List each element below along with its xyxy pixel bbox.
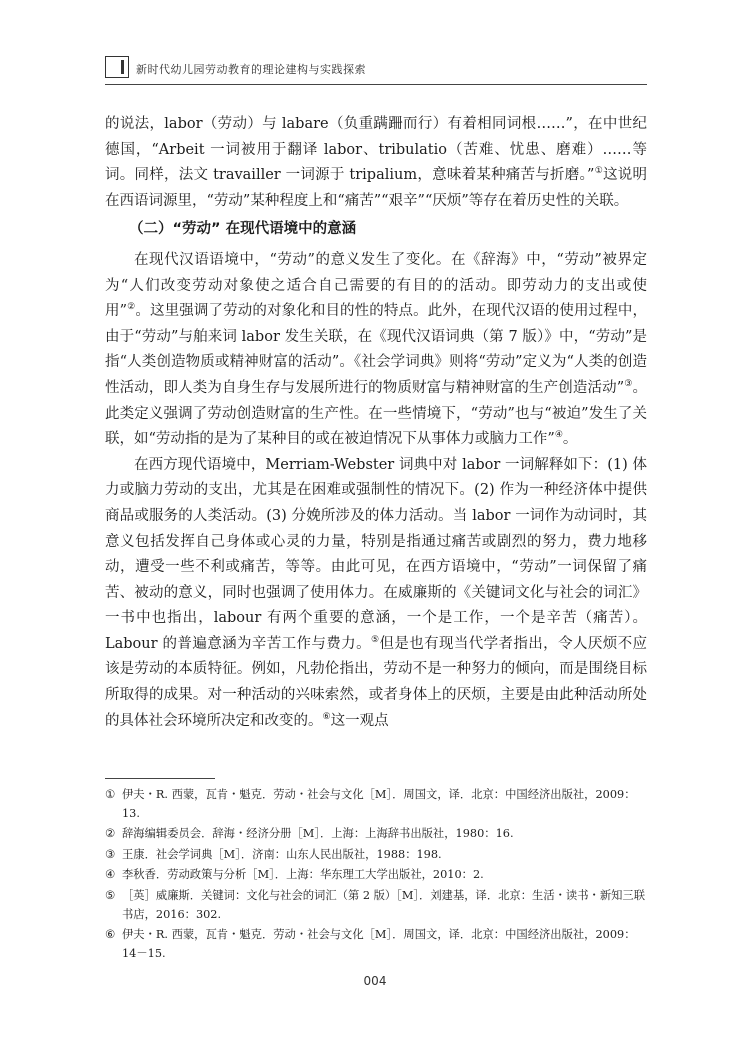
- paragraph-2-end: 。: [562, 431, 578, 448]
- footnote-text: 王康．社会学词典［M］．济南：山东人民出版社，1988：198.: [122, 847, 442, 861]
- paragraph-2-text-c: 。此类定义强调了劳动创造财富的生产性。在一些情境下，“劳动”也与“被迫”发生了关联，如“劳动指的是为了某种目的或在被迫情况下从事体力或脑力工作”: [105, 379, 647, 448]
- page-number: 004: [363, 974, 387, 988]
- footnote-mark: ⑥: [105, 928, 116, 942]
- footnotes: [105, 786, 647, 965]
- footnote-text: 伊夫・R. 西蒙，瓦肯・魁克．劳动・社会与文化［M］．周国文，译．北京：中国经济出版社，2009：14－15.: [122, 928, 636, 960]
- header-book-icon: [105, 56, 129, 78]
- paragraph-1: [105, 112, 647, 214]
- footnote-ref-2[interactable]: ②: [127, 302, 136, 313]
- footnote: [105, 926, 647, 963]
- footnote: [105, 866, 647, 885]
- footnote: [105, 825, 647, 844]
- paragraph-1-tail: 这说明在西语词源里，“劳动”某种程度上和“痛苦”“艰辛”“厌烦”等存在着历史性的关联。: [105, 167, 648, 209]
- footnote-text: 伊夫・R. 西蒙，瓦肯・魁克．劳动・社会与文化［M］．周国文，译．北京：中国经济出版社，2009：13.: [122, 788, 636, 820]
- footnote-ref-1[interactable]: ①: [594, 166, 604, 177]
- footnote-mark: ⑤: [105, 888, 116, 902]
- footnote-text: ［英］威廉斯．关键词：文化与社会的词汇（第 2 版）［M］．刘建基，译．北京：生活・读书・新知三联书店，2016：302.: [122, 888, 646, 921]
- paragraph-3-text-b: 但是也有现当代学者指出，令人厌烦不应该是劳动的本质特征。例如，凡勃伦指出，劳动不是一种努力的倾向，而是围绕目标所取得的成果。对一种活动的兴味索然，或者身体上的厌烦，主要是由此种活动所处的具体社会环境所决定和改变的。: [105, 635, 648, 729]
- footnote: [105, 846, 647, 865]
- header-divider: [105, 84, 647, 85]
- paragraph-2-text-a: 在现代汉语语境中，“劳动”的意义发生了变化。在《辞海》中，“劳动”被界定为“人们改变劳动对象使之适合自己需要的有目的的活动。即劳动力的支出或使用”: [105, 251, 647, 320]
- running-header-title: 新时代幼儿园劳动教育的理论建构与实践探索: [136, 63, 366, 76]
- paragraph-1-text: 的说法，labor（劳动）与 labare（负重蹒跚而行）有着相同词根……”，在中世纪德国，“Arbeit 一词被用于翻译 labor、tribulatio（苦难、忧患、磨难）……等词。同样，法文 travailler 一词源于 tripalium，意味着某种痛苦与折磨。”: [105, 116, 647, 184]
- paragraph-3-text-c: 这一观点: [330, 712, 389, 729]
- footnote-text: 辞海编辑委员会．辞海・经济分册［M］．上海：上海辞书出版社，1980：16.: [122, 827, 514, 841]
- paragraph-3-text-a: 在西方现代语境中，Merriam-Webster 词典中对 labor 一词解释如下：(1) 体力或脑力劳动的支出，尤其是在困难或强制性的情况下。(2) 作为一种经济体中提供商品或服务的人类活动。(3) 分娩所涉及的体力活动。当 labor 一词作为动词时，其意义包括发挥自己身体或心灵的力量，特别是指通过痛苦或剧烈的努力，费力地移动，遭受一些不利或痛苦，等等。由此可见，在西方语境中，“劳动”一词保留了痛苦、被动的意义，同时也强调了使用体力。在威廉斯的《关键词文化与社会的词汇》一书中也指出，labour 有两个重要的意涵，一个是工作，一个是辛苦（痛苦）。Labour 的普遍意涵为辛苦工作与费力。: [105, 456, 647, 652]
- footnote: [105, 887, 647, 924]
- paragraph-2-text-b: 。这里强调了劳动的对象化和目的性的特点。此外，在现代汉语的使用过程中，由于“劳动”与舶来词 labor 发生关联，在《现代汉语词典（第 7 版）》中，“劳动”是指“人类创造物质或精神财富的活动”。《社会学词典》则将“劳动”定义为“人类的创造性活动，即人类为自身生存与发展所进行的物质财富与精神财富的生产创造活动”: [105, 303, 647, 396]
- footnote-divider: [105, 778, 215, 779]
- section-heading: （二）“劳动” 在现代语境中的意涵: [129, 221, 357, 238]
- footnote-text: 李秋香．劳动政策与分析［M］．上海：华东理工大学出版社，2010：2.: [122, 868, 484, 882]
- paragraph-2: [105, 248, 647, 453]
- main-text: [105, 112, 647, 734]
- footnote-mark: ③: [105, 847, 116, 861]
- footnote-ref-4[interactable]: ④: [554, 430, 563, 441]
- footnote-ref-3[interactable]: ③: [624, 378, 633, 389]
- header-book-spine: [121, 60, 124, 74]
- footnote-ref-6[interactable]: ⑥: [322, 711, 331, 722]
- footnote-mark: ①: [105, 788, 116, 801]
- footnote-mark: ②: [105, 827, 116, 841]
- footnote: [105, 786, 647, 823]
- footnote-mark: ④: [105, 868, 116, 882]
- footnote-ref-5[interactable]: ⑤: [370, 634, 380, 645]
- paragraph-3: [105, 453, 647, 735]
